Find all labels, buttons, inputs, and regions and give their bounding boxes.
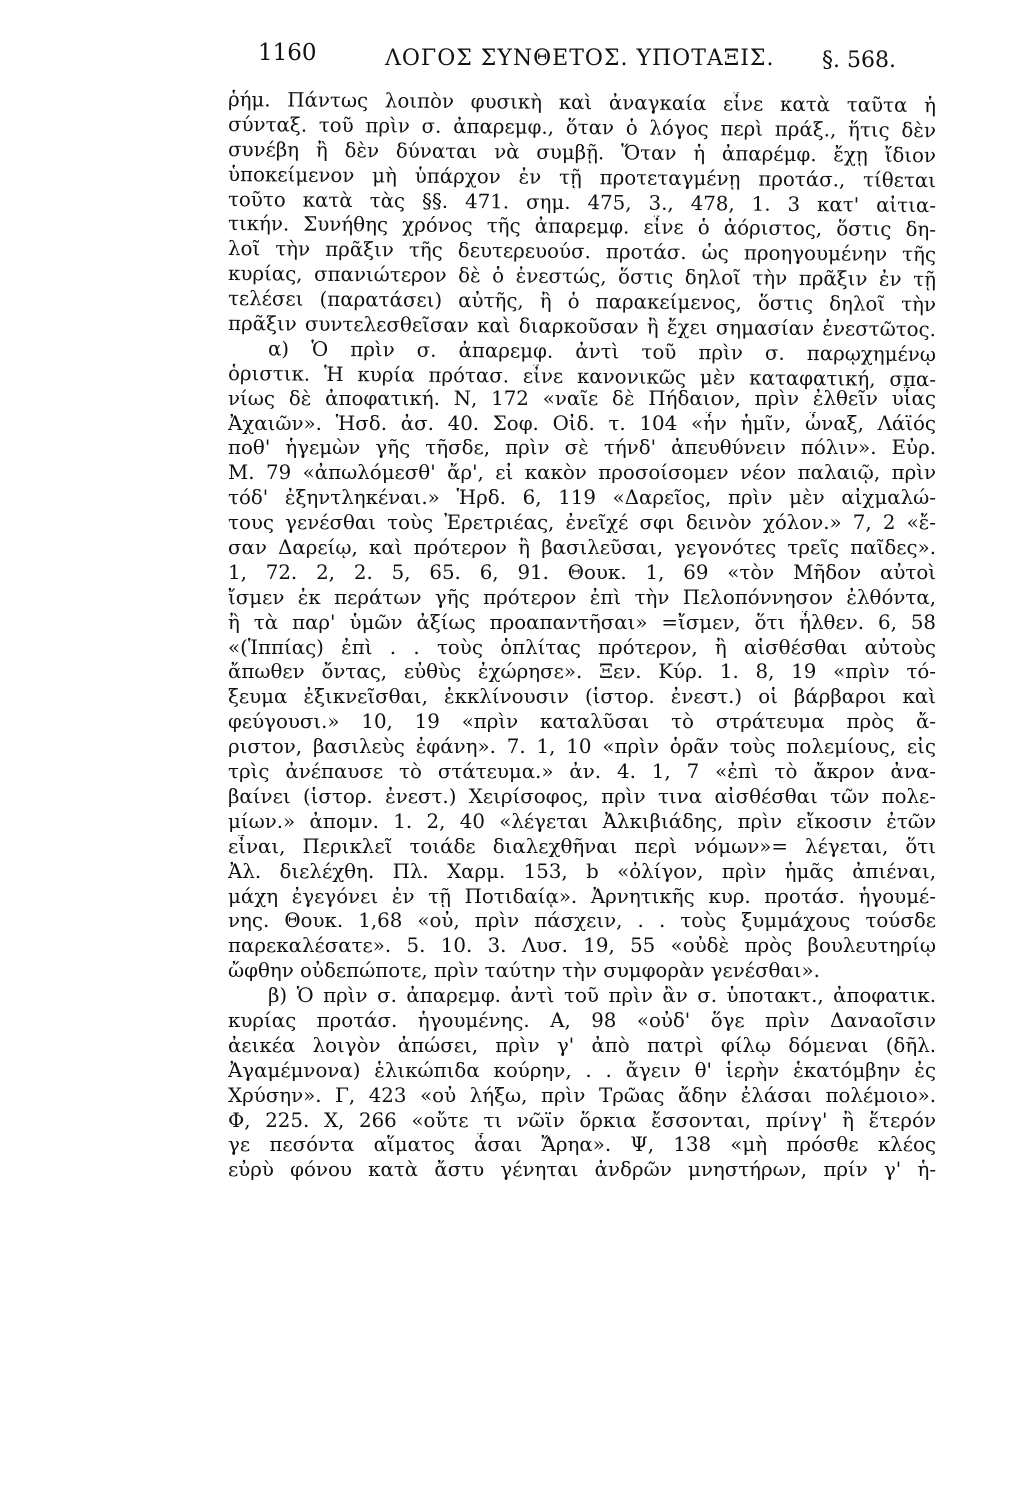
text-line: ὁριστικ. Ἡ κυρία πρότασ. εἶνε κανονικῶς μὲν καταφατική, σπα- <box>227 361 937 391</box>
text-line: τελέσει (παρατάσει) αὐτῆς, ἢ ὁ παρακείμενος, ὅστις δηλοῖ τὴν <box>227 287 937 317</box>
text-line: τόδ' ἐξηντληκέναι.» Ἡρδ. 6, 119 «Δαρεῖος, πρὶν μὲν αἰχμαλώ- <box>228 486 936 510</box>
section-number: §. 568. <box>822 48 896 73</box>
text-line: σαν Δαρείῳ, καὶ πρότερον ἢ βασιλεῦσαι, γεγονότες τρεῖς παῖδες». <box>228 536 936 560</box>
text-line: ῥήμ. Πάντως λοιπὸν φυσικὴ καὶ ἀναγκαία εἶνε κατὰ ταῦτα ἡ <box>227 88 937 118</box>
text-line: α) Ὁ πρὶν σ. ἀπαρεμφ. ἀντὶ τοῦ πρὶν σ. παρῳχημένῳ <box>267 337 937 367</box>
text-line: Φ, 225. Χ, 266 «οὔτε τι νῶϊν ὅρκια ἔσσονται, πρίνγ' ἢ ἕτερόν <box>228 1108 936 1132</box>
text-line: εὐρὺ φόνου κατὰ ἄστυ γένηται ἀνδρῶν μνηστήρων, πρίν γ' ἡ- <box>228 1158 936 1182</box>
text-line: συνέβη ἢ δὲν δύναται νὰ συμβῇ. Ὅταν ἡ ἀπαρέμφ. ἔχῃ ἴδιον <box>227 137 937 167</box>
text-line: ριστον, βασιλεὺς ἐφάνη». 7. 1, 10 «πρὶν ὁρᾶν τοὺς πολεμίους, εἰς <box>228 735 936 759</box>
text-line: β) Ὁ πρὶν σ. ἀπαρεμφ. ἀντὶ τοῦ πρὶν ἂν σ. ὑποτακτ., ἀποφατικ. <box>268 984 936 1008</box>
page-number: 1160 <box>258 40 317 66</box>
text-line: μίων.» ἀπομν. 1. 2, 40 «λέγεται Ἀλκιβιάδης, πρὶν εἴκοσιν ἐτῶν <box>228 809 936 833</box>
text-line: κυρίας, σπανιώτερον δὲ ὁ ἐνεστώς, ὅστις δηλοῖ τὴν πρᾶξιν ἐν τῇ <box>227 262 937 292</box>
text-line: μάχη ἐγεγόνει ἐν τῇ Ποτιδαίᾳ». Ἀρνητικῆς κυρ. προτάσ. ἡγουμέ- <box>228 884 936 908</box>
text-line: 1, 72. 2, 2. 5, 65. 6, 91. Θουκ. 1, 69 «τὸν Μῆδον αὐτοὶ <box>228 560 936 584</box>
text-line: νίως δὲ ἀποφατική. Ν, 172 «ναῖε δὲ Πήδαιον, πρὶν ἐλθεῖν υἷας <box>228 386 936 410</box>
text-line: ξευμα ἐξικνεῖσθαι, ἐκκλίνουσιν (ἱστορ. ἐνεστ.) οἱ βάρβαροι καὶ <box>228 685 936 709</box>
text-line: πρᾶξιν συντελεσθεῖσαν καὶ διαρκοῦσαν ἢ ἔχει σημασίαν ἐνεστῶτος. <box>227 312 937 342</box>
text-line: ὤφθην οὐδεπώποτε, πρὶν ταύτην τὴν συμφορὰν γενέσθαι». <box>228 959 820 983</box>
text-line: τοῦτο κατὰ τὰς §§. 471. σημ. 475, 3., 478, 1. 3 κατ' αἰτια- <box>227 187 937 217</box>
text-line: «(Ἱππίας) ἐπὶ . . τοὺς ὁπλίτας πρότερον, ἢ αἰσθέσθαι αὐτοὺς <box>228 635 936 659</box>
text-line: παρεκαλέσατε». 5. 10. 3. Λυσ. 19, 55 «οὐδὲ πρὸς βουλευτηρίῳ <box>228 934 936 958</box>
text-line: ποθ' ἡγεμὼν γῆς τῆσδε, πρὶν σὲ τήνδ' ἀπευθύνειν πόλιν». Εὐρ. <box>228 436 936 460</box>
text-line: τρὶς ἀνέπαυσε τὸ στάτευμα.» ἀν. 4. 1, 7 «ἐπὶ τὸ ἄκρον ἀνα- <box>228 760 936 784</box>
text-line: κυρίας προτάσ. ἡγουμένης. Α, 98 «οὐδ' ὅγε πρὶν Δαναοῖσιν <box>228 1008 936 1032</box>
body-text <box>228 88 936 1183</box>
text-line: νης. Θουκ. 1,68 «οὐ, πρὶν πάσχειν, . . τοὺς ξυμμάχους τούσδε <box>228 909 936 933</box>
text-line: Χρύσην». Γ, 423 «οὐ λήξω, πρὶν Τρῶας ἄδην ἐλάσαι πολέμοιο». <box>228 1083 936 1107</box>
text-line: Ἀγαμέμνονα) ἑλικώπιδα κούρην, . . ἄγειν θ' ἱερὴν ἑκατόμβην ἐς <box>228 1058 936 1082</box>
text-line: τους γενέσθαι τοὺς Ἐρετριέας, ἐνεῖχέ σφι δεινὸν χόλον.» 7, 2 «ἔ- <box>228 511 936 535</box>
text-line: βαίνει (ἱστορ. ἐνεστ.) Χειρίσοφος, πρὶν τινα αἰσθέσθαι τῶν πολε- <box>228 784 936 808</box>
text-line: Ἀλ. διελέχθη. Πλ. Χαρμ. 153, b «ὀλίγον, πρὶν ἡμᾶς ἀπιέναι, <box>228 859 936 883</box>
text-line: ἴσμεν ἐκ περάτων γῆς πρότερον ἐπὶ τὴν Πελοπόννησον ἐλθόντα, <box>228 585 936 609</box>
text-line: τικήν. Συνήθης χρόνος τῆς ἀπαρεμφ. εἶνε ὁ ἀόριστος, ὅστις δη- <box>227 212 937 242</box>
text-line: γε πεσόντα αἵματος ἆσαι Ἄρηα». Ψ, 138 «μὴ πρόσθε κλέος <box>228 1133 936 1157</box>
text-line: Μ. 79 «ἀπωλόμεσθ' ἄρ', εἰ κακὸν προσοίσομεν νέον παλαιῷ, πρὶν <box>228 461 936 485</box>
text-line: φεύγουσι.» 10, 19 «πρὶν καταλῦσαι τὸ στράτευμα πρὸς ἄ- <box>228 710 936 734</box>
text-line: ἢ τὰ παρ' ὑμῶν ἀξίως προαπαντῆσαι» =ἴσμεν, ὅτι ἦλθεν. 6, 58 <box>228 610 936 634</box>
text-line: εἶναι, Περικλεῖ τοιάδε διαλεχθῆναι περὶ νόμων»= λέγεται, ὅτι <box>228 834 936 858</box>
chapter-title: ΛΟΓΟΣ ΣΥΝΘΕΤΟΣ. ΥΠΟΤΑΞΙΣ. <box>385 46 775 71</box>
text-line: λοῖ τὴν πρᾶξιν τῆς δευτερευούσ. προτάσ. ὡς προηγουμένην τῆς <box>227 237 937 267</box>
text-line: Ἀχαιῶν». Ἡσδ. ἀσ. 40. Σοφ. Οἰδ. τ. 104 «ἦν ἡμῖν, ὦναξ, Λάϊός <box>228 411 936 435</box>
text-line: ὑποκείμενον μὴ ὑπάρχον ἐν τῇ προτεταγμένῃ προτάσ., τίθεται <box>227 162 937 192</box>
text-line: ἀεικέα λοιγὸν ἀπώσει, πρὶν γ' ἀπὸ πατρὶ φίλῳ δόμεναι (δῆλ. <box>228 1033 936 1057</box>
text-line: σύνταξ. τοῦ πρὶν σ. ἀπαρεμφ., ὅταν ὁ λόγος περὶ πράξ., ἥτις δὲν <box>227 112 937 143</box>
running-head <box>0 40 1017 80</box>
text-line: ἄπωθεν ὄντας, εὐθὺς ἐχώρησε». Ξεν. Κύρ. 1. 8, 19 «πρὶν τό- <box>228 660 936 684</box>
